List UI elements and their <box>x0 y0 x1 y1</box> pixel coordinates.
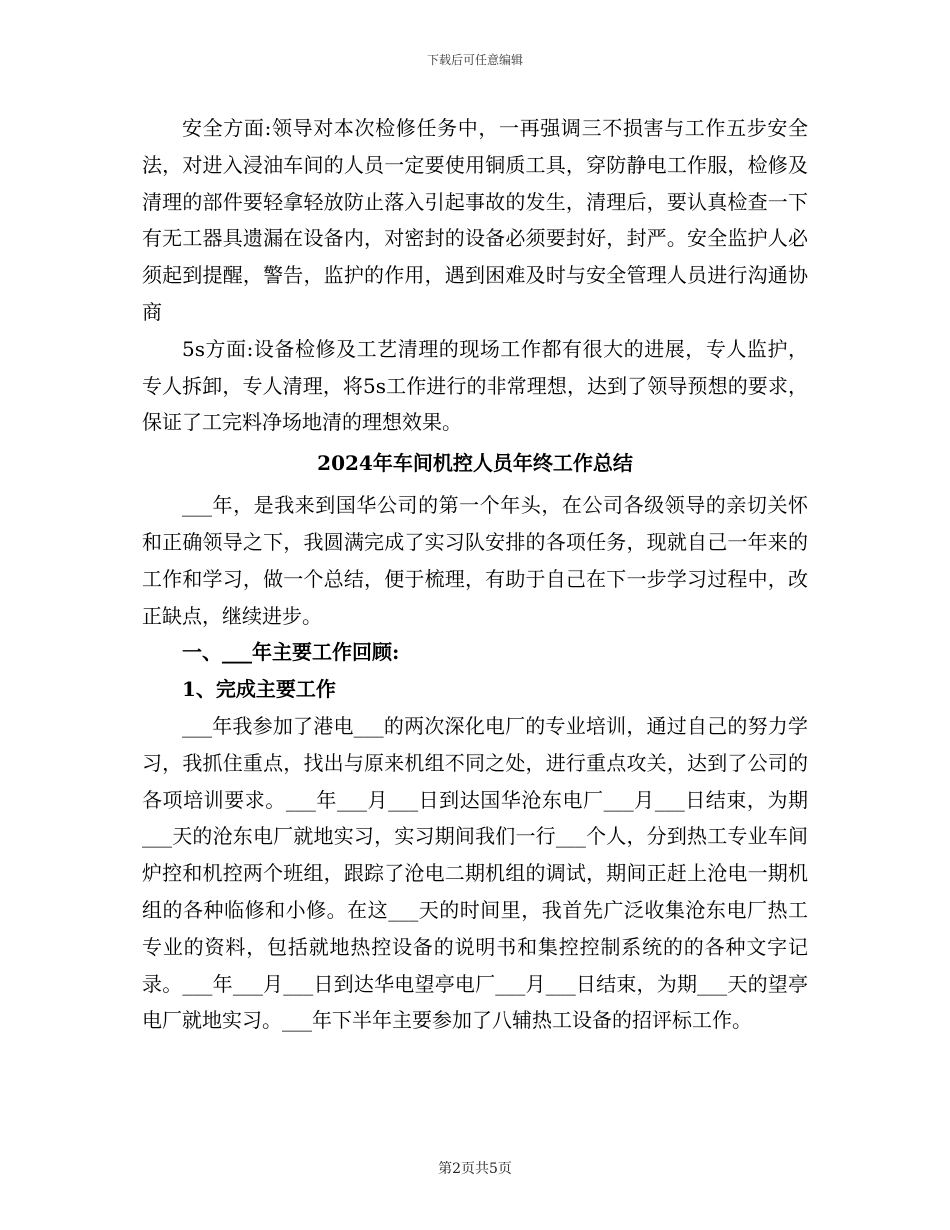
work-paragraph: ___年我参加了港电___的两次深化电厂的专业培训，通过自己的努力学习，我抓住重点，找出与原来机组不同之处，进行重点攻关，达到了公司的各项培训要求。___年___月___日到达国华沧东电厂___月___日结束，为期___天的沧东电厂就地实习，实习期间我们一行___个人，分到热工专业车间炉控和机控两个班组，跟踪了沧电二期机组的调试，期间正赶上沧电一期机组的各种临修和小修。在这___天的时间里，我首先广泛收集沧东电厂热工专业的资料，包括就地热控设备的说明书和集控控制系统的的各种文字记录。___年___月___日到达华电望亭电厂___月___日结束，为期___天的望亭电厂就地实习。___年下半年主要参加了八辅热工设备的招评标工作。 <box>142 713 808 1033</box>
document-title: 2024年车间机控人员年终工作总结 <box>317 451 633 476</box>
intro-paragraph: ___年，是我来到国华公司的第一个年头，在公司各级领导的亲切关怀和正确领导之下，我圆满完成了实习队安排的各项任务，现就自己一年来的工作和学习，做一个总结，便于梳理，有助于自己在下一步学习过程中，改正缺点，继续进步。 <box>142 493 808 628</box>
document-body <box>142 110 808 1039</box>
page-number: 第2页共5页 <box>438 1161 512 1177</box>
subsection-heading: 1、完成主要工作 <box>182 677 336 702</box>
section-heading: 一、___年主要工作回顾: <box>182 640 400 665</box>
page-header: 下载后可任意编辑 <box>426 53 523 67</box>
five-s-paragraph: 5s方面:设备检修及工艺清理的现场工作都有很大的进展，专人监护，专人拆卸，专人清理，将5s工作进行的非常理想，达到了领导预想的要求，保证了工完料净场地清的理想效果。 <box>142 336 808 435</box>
safety-paragraph: 安全方面:领导对本次检修任务中，一再强调三不损害与工作五步安全法，对进入浸油车间的人员一定要使用铜质工具，穿防静电工作服，检修及清理的部件要轻拿轻放防止落入引起事故的发生，清理后，要认真检查一下有无工器具遗漏在设备内，对密封的设备必须要封好，封严。安全监护人必须起到提醒，警告，监护的作用，遇到困难及时与安全管理人员进行沟通协商 <box>142 116 808 324</box>
